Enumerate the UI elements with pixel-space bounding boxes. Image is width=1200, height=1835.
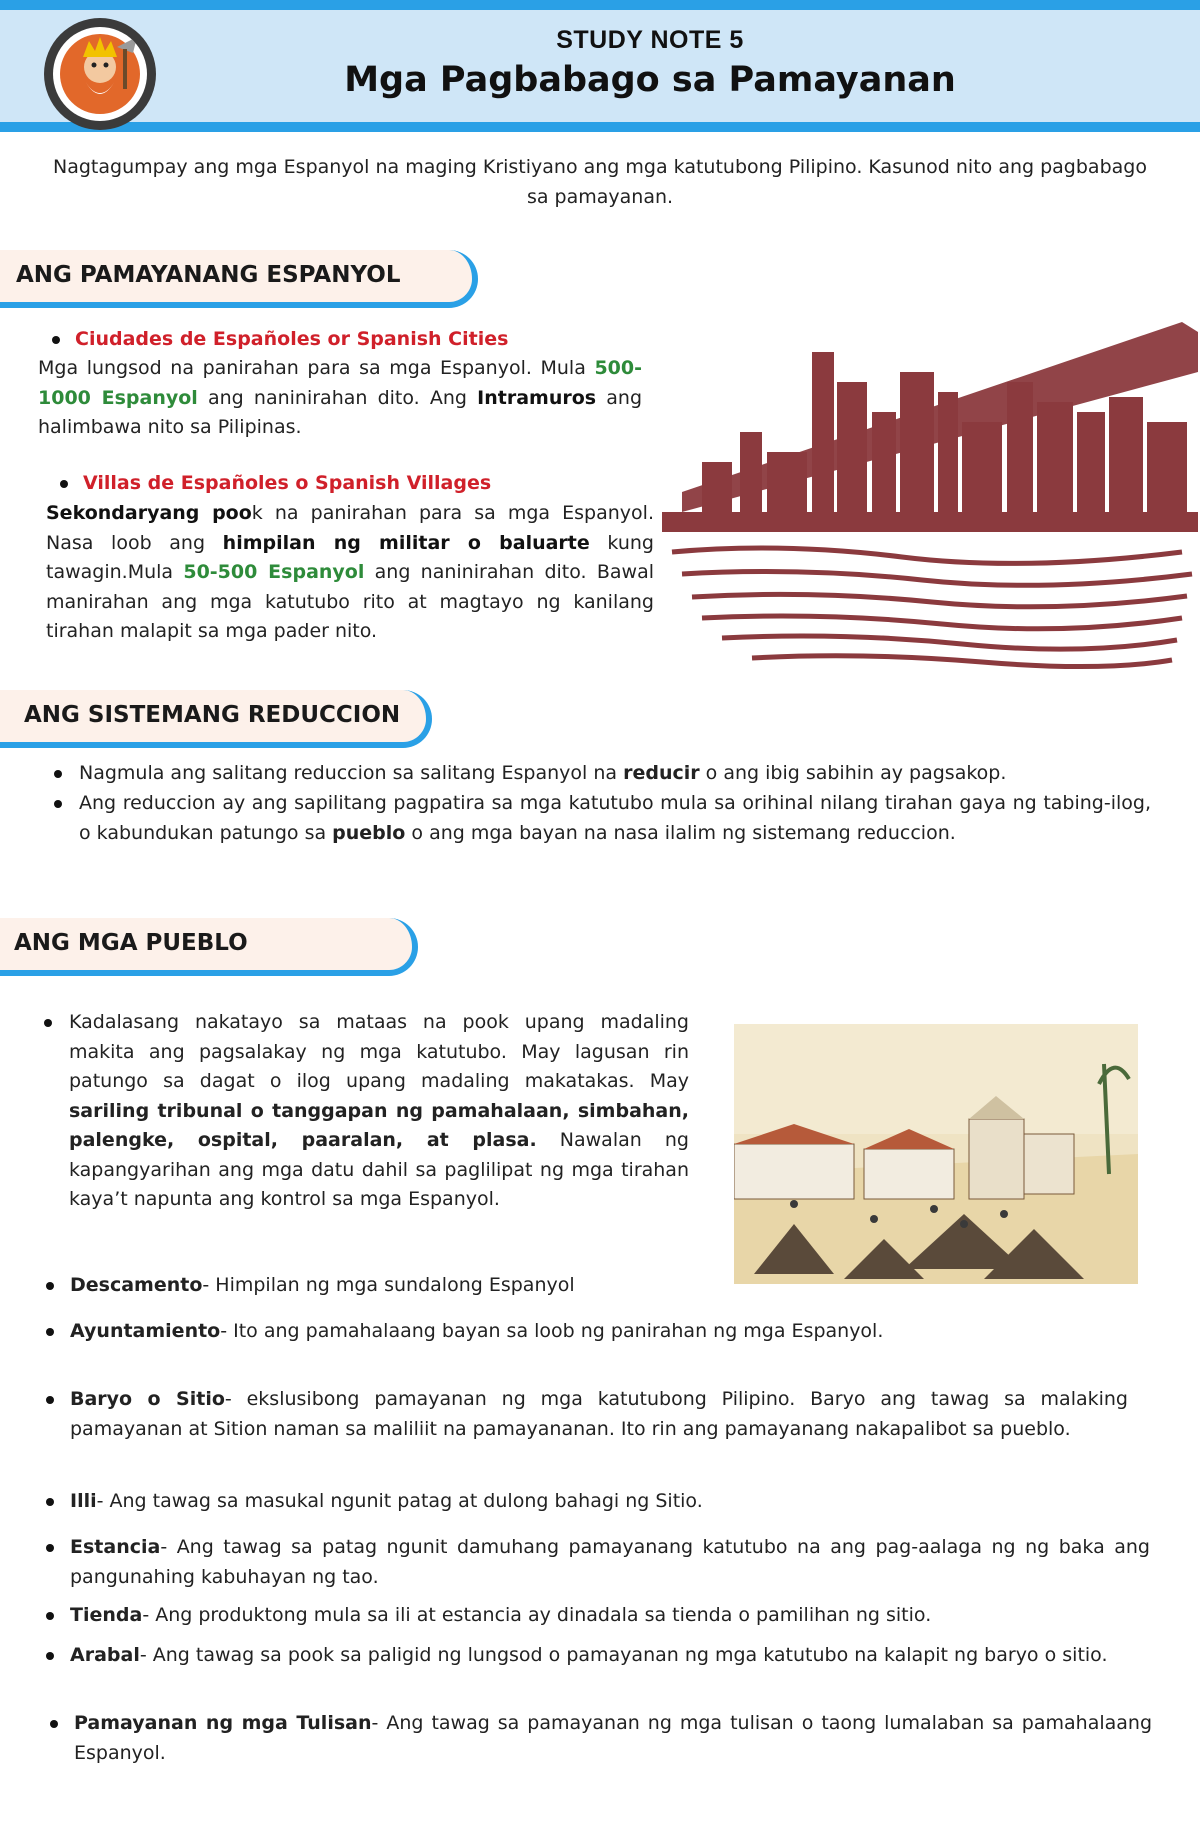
bullet-icon [52,336,60,344]
bullet-icon [46,1612,54,1620]
pueblo-description: Kadalasang nakatayo sa mataas na pook upang madaling makita ang pagsalakay ng mga katutubo. May lagusan rin patungo sa dagat o ilog upang madaling makatakas. May sariling tribunal o tanggapan ng pamahalaan, simbahan, palengke, ospital, paaralan, at plasa. Nawalan ng kapangyarihan ang mga datu dahil sa paglilipat ng mga tirahan kaya’t napunta ang kontrol sa mga Espanyol. [69,1011,689,1210]
header-underline [0,122,1200,132]
section-title: ANG MGA PUEBLO [14,930,248,956]
bullet-icon [60,480,68,488]
bullet-icon [54,800,62,808]
bullet-icon [44,1019,52,1027]
intro-paragraph: Nagtagumpay ang mga Espanyol na maging Kristiyano ang mga katutubong Pilipino. Kasunod nito ang pagbabago sa pamayanan. [53,156,1147,208]
ciudades-heading: Ciudades de Españoles or Spanish Cities [75,328,509,350]
pueblo-painting-illustration [734,1024,1138,1284]
top-accent-bar [0,0,1200,10]
city-skyline-illustration [662,312,1198,670]
term-baryo-o-sitio: Baryo o Sitio- ekslusibong pamayanan ng mga katutubong Pilipino. Baryo ang tawag sa malaking pamayanan at Sition naman sa maliliit na pamayananan. Ito rin ang pamayanang nakapalibot sa pueblo. [70,1388,1128,1440]
section-header-sistemang-reduccion [0,690,432,748]
bullet-icon [46,1282,54,1290]
bullet-icon [46,1498,54,1506]
page-title: Mga Pagbabago sa Pamayanan [344,60,956,100]
bullet-icon [50,1720,58,1728]
bullet-icon [46,1396,54,1404]
ciudades-description: Mga lungsod na panirahan para sa mga Espanyol. Mula 500-1000 Espanyol ang naninirahan dito. Ang Intramuros ang halimbawa nito sa Pilipinas. [38,357,643,438]
villas-description: Sekondaryang pook na panirahan para sa mga Espanyol. Nasa loob ang himpilan ng militar o baluarte kung tawagin.Mula 50-500 Espanyol ang naninirahan dito. Bawal manirahan ang mga katutubo rito at magtayo ng kanilang tirahan malapit sa mga pader nito. [46,502,655,642]
section-header-mga-pueblo [0,918,418,976]
section-header-pamayanang-espanyol [0,250,478,308]
term-descamento: Descamento- Himpilan ng mga sundalong Espanyol [70,1274,575,1296]
section-title: ANG PAMAYANANG ESPANYOL [16,262,401,288]
villas-heading: Villas de Españoles o Spanish Villages [83,472,492,494]
bullet-icon [54,770,62,778]
term-arabal: Arabal- Ang tawag sa pook sa paligid ng lungsod o pamayanan ng mga katutubo na kalapit ng baryo o sitio. [70,1644,1108,1666]
section-title: ANG SISTEMANG REDUCCION [24,702,401,728]
reduccion-bullet-1: Nagmula ang salitang reduccion sa salitang Espanyol na reducir o ang ibig sabihin ay pagsakop. [79,762,1007,784]
reduccion-bullet-2: Ang reduccion ay ang sapilitang pagpatira sa mga katutubo mula sa orihinal nilang tirahan gaya ng tabing-ilog, o kabundukan patungo sa pueblo o ang mga bayan na nasa ilalim ng sistemang reduccion. [79,792,1151,844]
mascot-logo [44,18,156,130]
term-tienda: Tienda- Ang produktong mula sa ili at estancia ay dinadala sa tienda o pamilihan ng sitio. [70,1604,932,1626]
bullet-icon [46,1652,54,1660]
term-illi: Illi- Ang tawag sa masukal ngunit patag at dulong bahagi ng Sitio. [70,1490,703,1512]
study-note-label: STUDY NOTE 5 [556,26,744,54]
bullet-icon [46,1328,54,1336]
term-ayuntamiento: Ayuntamiento- Ito ang pamahalaang bayan sa loob ng panirahan ng mga Espanyol. [70,1320,884,1342]
term-pamayanan-ng-mga-tulisan: Pamayanan ng mga Tulisan- Ang tawag sa pamayanan ng mga tulisan o taong lumalaban sa pamahalaang Espanyol. [74,1712,1153,1764]
term-estancia: Estancia- Ang tawag sa patag ngunit damuhang pamayanang katutubo na ang pag-aalaga ng ng baka ang pangunahing kabuhayan ng tao. [70,1536,1150,1588]
bullet-icon [46,1544,54,1552]
